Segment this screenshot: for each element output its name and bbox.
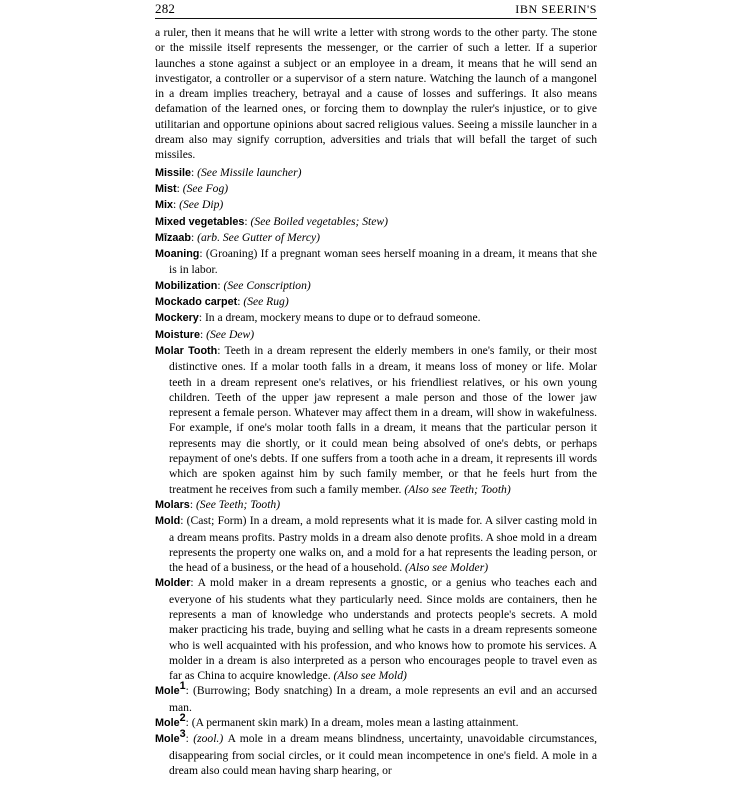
dictionary-entry (155, 214, 597, 230)
dictionary-entry (155, 181, 597, 197)
entry-homograph-superscript: 1 (179, 680, 186, 693)
dictionary-entry (155, 327, 597, 343)
entry-headword: Mix (155, 199, 173, 212)
entry-cross-reference: (zool.) (193, 732, 228, 746)
dictionary-entry (155, 310, 597, 326)
entry-cross-reference: (See Teeth; Tooth) (195, 497, 281, 511)
entry-cross-reference: (See Conscription) (223, 278, 311, 292)
entry-headword: Molder (155, 577, 191, 590)
entry-separator: : (185, 684, 194, 698)
entry-definition: (A permanent skin mark) In a dream, moles mean a lasting attainment. (191, 716, 519, 730)
dictionary-entry (155, 343, 597, 497)
entry-headword: Moaning (155, 248, 200, 261)
entry-separator: : (185, 716, 192, 730)
entry-homograph-superscript: 2 (179, 712, 186, 725)
entry-separator: : (200, 327, 207, 341)
entry-cross-reference: (See Dew) (206, 327, 255, 341)
continued-paragraph: a ruler, then it means that he will write a letter with strong words to the other party. The stone or the missile itself represents the messenger, or the carrier of such a letter. If a superior launches a stone against a subject or an employee in a dream, it means that he will send an investigator, a controller or a supervisor of a stern nature. Watching the launch of a mangonel in a dream implies treachery, betrayal and a cause of losses and sufferings. It also means defamation of the learned ones, or forcing them to downplay the ruler's injustice, or to give utilitarian and opportune opinions about sacred religious values. Seeing a missile launcher in a dream also may signify corruption, adversities and trials that will befall the target of such missiles. (155, 26, 597, 162)
entry-separator: : (199, 247, 206, 261)
dictionary-entry (155, 575, 597, 683)
entry-separator: : (217, 343, 225, 357)
entry-headword: Molar Tooth (155, 344, 218, 357)
entry-separator: : (237, 295, 244, 309)
entry-definition: Teeth in a dream represent the elderly members in one's family, or their most distinctive ones. If a molar tooth falls in a dream, it means loss of money or life. Molar teeth in a dream represent one's relatives, or his friendliest relatives, or his own young children. Teeth of the upper jaw represent a male person and those of the lower jaw represent a female person. Whatever may affect them in a dream, will show in wakefulness. For example, if one's molar tooth falls in a dream, it means that the particular person it represents may die shortly, or it could mean being absolved of one's debts, or perhaps repayment of one's debts. If one suffers from a tooth ache in a dream, it represents ill words which are spoken against him by such family member, or that he feels hurt from the treatment he receives from such a family member. (169, 343, 597, 496)
entry-cross-reference: (Also see Teeth; Tooth) (404, 482, 511, 496)
dictionary-entry (155, 497, 597, 513)
page-folio-number: 282 (155, 1, 176, 16)
entry-headword: Mīzaab (155, 231, 191, 244)
entry-separator: : (191, 230, 198, 244)
entry-cross-reference: (arb. See Gutter of Mercy) (197, 230, 320, 244)
entry-headword: Mold (155, 515, 181, 528)
header-rule (155, 18, 597, 19)
entry-cross-reference: (See Missile launcher) (197, 165, 302, 179)
entry-cross-reference: (Also see Molder) (405, 561, 489, 575)
dictionary-entry (155, 728, 597, 778)
entry-headword: Mockado carpet (155, 296, 238, 309)
entry-definition: (Burrowing; Body snatching) In a dream, a mole represents an evil and an accursed man. (169, 684, 597, 714)
entry-headword: Mole (155, 717, 180, 730)
dictionary-entry (155, 278, 597, 294)
entry-separator: : (198, 311, 205, 325)
dictionary-entry (155, 230, 597, 246)
entry-separator: : (244, 214, 251, 228)
entry-headword: Mole (155, 685, 180, 698)
entry-separator: : (189, 497, 196, 511)
entry-cross-reference: (See Dip) (179, 198, 224, 212)
entry-separator: : (176, 181, 183, 195)
dictionary-entry (155, 165, 597, 181)
entry-headword: Molars (155, 498, 190, 511)
running-head (155, 2, 597, 17)
entry-separator: : (173, 198, 180, 212)
entry-separator: : (180, 514, 187, 528)
dictionary-entry (155, 294, 597, 310)
entry-headword: Mole (155, 733, 180, 746)
entry-definition: In a dream, mockery means to dupe or to defraud someone. (204, 311, 481, 325)
entry-headword: Mockery (155, 312, 199, 325)
entry-cross-reference: (See Fog) (182, 181, 229, 195)
running-title: IBN SEERIN'S (515, 2, 597, 16)
entry-separator: : (217, 278, 224, 292)
dictionary-entry (155, 197, 597, 213)
page-content-column (155, 2, 597, 778)
entry-cross-reference: (See Boiled vegetables; Stew) (250, 214, 389, 228)
entry-headword: Mixed vegetables (155, 215, 245, 228)
entry-headword: Moisture (155, 328, 200, 341)
entry-separator: : (185, 732, 194, 746)
dictionary-entry-list (155, 165, 597, 779)
entry-definition: (Cast; Form) In a dream, a mold represents what it is made for. A silver casting mold in a dream means profits. Pastry molds in a dream also denote profits. A shoe mold in a dream represents the property one walks on, and a mold for a hat represents the leading person, or the head of a business, or the head of a household. (169, 514, 597, 575)
entry-definition: A mole in a dream means blindness, uncertainty, unavoidable circumstances, disappearing from social circles, or it could mean incompetence in one's field. A mole in a dream also could mean having sharp hearing, or (169, 732, 597, 777)
entry-cross-reference: (Also see Mold) (333, 669, 407, 683)
entry-separator: : (191, 165, 198, 179)
entry-headword: Mobilization (155, 279, 218, 292)
entry-definition: (Groaning) If a pregnant woman sees herself moaning in a dream, it means that she is in labor. (169, 247, 597, 277)
entry-headword: Missile (155, 166, 192, 179)
dictionary-entry (155, 246, 597, 278)
dictionary-entry (155, 513, 597, 575)
entry-separator: : (190, 576, 198, 590)
entry-homograph-superscript: 3 (179, 728, 186, 741)
dictionary-entry (155, 712, 597, 731)
entry-definition: A mold maker in a dream represents a gnostic, or a genius who teaches each and everyone of his students what they particularly need. Since molds are containers, then he represents a man of knowledge who understands and protects people's secrets. A mold maker practicing his trade, buying and selling what he casts in a dream represents someone who is well acquainted with his profession, and who knows how to promote his services. A molder in a dream is also interpreted as a person who encourages people to travel even as far as China to acquire knowledge. (169, 576, 597, 683)
dictionary-entry (155, 680, 597, 715)
entry-cross-reference: (See Rug) (243, 295, 289, 309)
entry-headword: Mist (155, 182, 177, 195)
